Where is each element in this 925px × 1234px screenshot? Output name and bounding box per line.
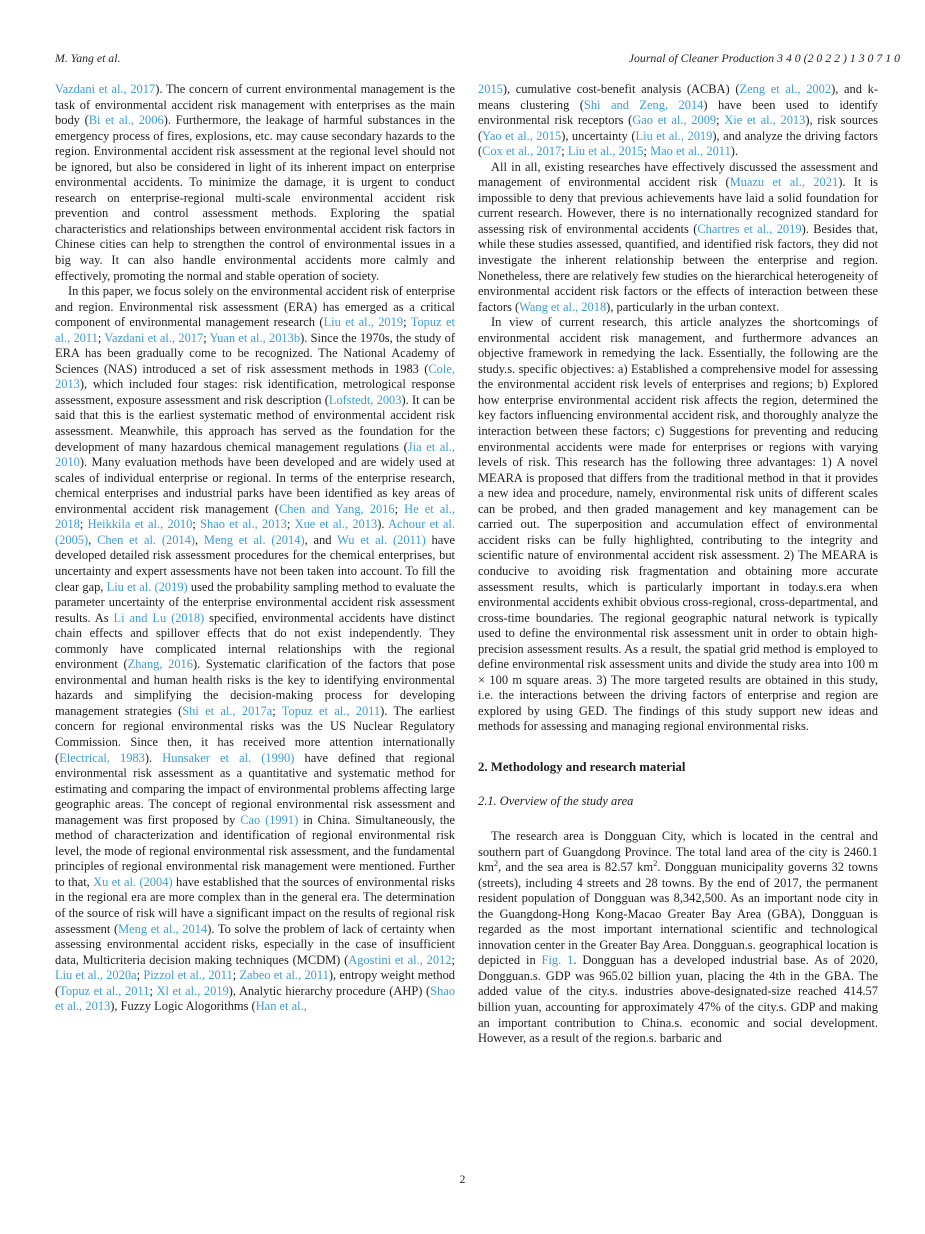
citation-link[interactable]: Vazdani et al., 2017 [55, 82, 156, 96]
citation-link[interactable]: Pizzol et al., 2011 [143, 968, 233, 983]
section-heading: 2. Methodology and research material [478, 759, 686, 774]
citation-link[interactable]: Shi and Zeng, 2014 [583, 97, 704, 112]
citation-link[interactable]: Agostini et al., 2012 [348, 952, 452, 967]
page-footer [0, 1174, 925, 1186]
left-column [55, 82, 455, 1047]
page-number: 2 [459, 1174, 466, 1186]
paragraph: Vazdani et al., 2017). The concern of current environmental management is the task of environmental accident risk management with enterprises as the main body (Bi et al., 2006). Furthermore, the leakage of harmful substances in the emergency process of fires, explosions, etc. may cause secondary hazards to the region. Environmental accident risk assessment at the regional level should not be ignored, but also be considered in light of its inherent impact on enterprise environmental accidents. To minimize the damage, it is urgent to conduct research on enterprise-regional multi-scale environmental accident risk prevention and control assessment methods. Exploring the spatial characteristics and relationships between environmental accident risk factors in Chinese cities can help to strengthen the control of environmental issues in a big way. It can also handle environmental accidents more calmly and effectively, promoting the normal and stable operation of society. [55, 82, 456, 283]
paragraph: All in all, existing researches have effectively discussed the assessment and management of environmental accident risk (Muazu et al., 2021). It is impossible to deny that previous achievements have laid a solid foundation for current research. However, there is no internationally recognized standard for assessing risk of environmental accidents (Chartres et al., 2019). Besides that, while these studies assessed, quantified, and identified risk factors, they did not investigate the inherent relationship between the enterprise and region. Nonetheless, there are relatively few studies on the hierarchical heterogeneity of environmental accident risk factors or the effects of interaction between these factors (Wang et al., 2018), particularly in the urban context. [478, 159, 879, 314]
citation-link[interactable]: Liu et al. (2019) [106, 579, 188, 594]
citation-link[interactable]: Li and Lu (2018) [113, 610, 205, 625]
citation-link[interactable]: Han et al., [255, 999, 307, 1014]
citation-link[interactable]: Liu et al., 2015 [567, 144, 644, 159]
citation-link[interactable]: Shao et al., 2013 [55, 983, 456, 1014]
citation-link[interactable]: Lofstedt, 2003 [328, 392, 402, 407]
superscript: 2 [493, 857, 499, 868]
citation-link[interactable]: 2015 [478, 82, 503, 96]
citation-link[interactable]: Heikkila et al., 2010 [87, 517, 193, 532]
citation-link[interactable]: Topuz et al., 2011 [281, 703, 381, 718]
paragraph: In view of current research, this article analyzes the shortcomings of environmental accident risk management, and furthermore advances an objective framework in remedying the lack. Essentially, the following are the study.s. specific objectives: a) Established a comprehensive model for assessing the environmental accident risk levels of enterprises and regions; b) Explored how enterprise environmental accident risk affects the region, determined the key factors influencing environmental accident risk, and thoroughly analyze the interaction between these factors; c) Suggestions for preventing and reducing environmental accidents were made for enterprises or regions with varying levels of risk. This research has the following three advantages: 1) A novel MEARA is proposed that differs from the traditional method in that it provides a new idea and procedure, namely, environmental risk units of different scales can be probed, and then graded management and key management can be carried out. The superposition and accumulation effect of environmental accident risks can be fully highlighted, contributing to the integrity and scientific nature of environmental accident risk assessment. 2) The MEARA is conducive to avoiding risk fragmentation and obtaining more accurate assessment results, which is particularly important in today.s.era when environmental accidents exhibit obvious cross-regional, cross-departmental, and cross-time boundaries. The regional geographic natural network is typically used to define the environmental risk assessment unit in order to obtain high-precision assessment results. As a result, the spatial grid method is employed to define environmental risk assessment units and divide the study area into 100 m × 100 m square areas. 3) The more targeted results are obtained in this study, i.e. the interactions between the driving factors of enterprise and region are explored by using GED. The findings of this study support new ideas and methods for assessing and managing regional environmental risks. [478, 315, 878, 734]
citation-link[interactable]: Liu et al., 2019 [323, 315, 404, 330]
citation-link[interactable]: Cox et al., 2017 [482, 144, 562, 159]
citation-link[interactable]: Cao (1991) [240, 812, 299, 827]
running-author: M. Yang et al. [55, 51, 121, 65]
citation-link[interactable]: Zabeo et al., 2011 [239, 968, 329, 983]
citation-link[interactable]: Bi et al., 2006 [88, 113, 164, 128]
page-header [55, 51, 900, 66]
citation-link[interactable]: Zhang, 2016 [127, 657, 193, 672]
citation-link[interactable]: Hunsaker et al. (1990) [162, 750, 295, 765]
citation-link[interactable]: Yao et al., 2015 [482, 128, 562, 143]
citation-link[interactable]: Cole, 2013 [55, 361, 455, 392]
citation-link[interactable]: Xu et al. (2004) [93, 874, 173, 889]
citation-link[interactable]: Chen et al. (2014) [97, 532, 195, 547]
citation-link[interactable]: Shi et al., 2017a [182, 703, 273, 718]
article-body [55, 82, 878, 1047]
running-journal-title: Journal of Cleaner Production 3 4 0 (2 0 2 2 ) 1 3 0 7 1 0 [628, 51, 900, 65]
citation-link[interactable]: Jia et al., 2010 [55, 439, 455, 470]
citation-link[interactable]: He et al., 2018 [55, 501, 455, 532]
citation-link[interactable]: Xue et al., 2013 [294, 517, 378, 532]
citation-link[interactable]: Meng et al., 2014 [118, 921, 208, 936]
citation-link[interactable]: Gao et al., 2009 [632, 113, 717, 128]
citation-link[interactable]: Xl et al., 2019 [156, 983, 229, 998]
citation-link[interactable]: Topuz et al., 2011 [55, 315, 455, 345]
subsection-heading: 2.1. Overview of the study area [478, 794, 634, 809]
superscript: 2 [653, 857, 658, 868]
paragraph: In this paper, we focus solely on the environmental accident risk of enterprise and region. Environmental risk assessment (ERA) has emerged as a critical component of environmental management research (Liu et al., 2019; Topuz et al., 2011; Vazdani et al., 2017; Yuan et al., 2013b). Since the 1970s, the study of ERA has been gradually come to be recognized. The National Academy of Sciences (NAS) introduced a set of risk assessment methods in 1983 (Cole, 2013), which included four stages: risk identification, metrological response assessment, exposure assessment and risk description (Lofstedt, 2003). It can be said that this is the earliest systematic method of environmental accident risk assessment. Meanwhile, this approach has served as the foundation for the development of many hazardous chemical management regulations (Jia et al., 2010). Many evaluation methods have been developed and are widely used at scales of individual enterprise or regional. In terms of the enterprise research, chemical enterprises and industrial parks have been identified as key areas of environmental accident risk management (Chen and Yang, 2016; He et al., 2018; Heikkila et al., 2010; Shao et al., 2013; Xue et al., 2013). Achour et al. (2005), Chen et al. (2014), Meng et al. (2014), and Wu et al. (2011) have developed detailed risk assessment procedures for the chemical enterprises, but uncertainty and expert assessments have not been taken into account. To fill the clear gap, Liu et al. (2019) used the probability sampling method to evaluate the parameter uncertainty of the enterprise environmental accident risk assessment results. As Li and Lu (2018) specified, environmental accidents have distinct chain effects and spillover effects that do not exist independently. They commonly have complicated internal relationships with the regional environment (Zhang, 2016). Systematic clarification of the factors that pose environmental and human health risks is the key to identifying environmental hazards and simplifying the decision-making process for developing management strategies (Shi et al., 2017a; Topuz et al., 2011). The earliest concern for regional environmental risks was the US Nuclear Regulatory Commission. Since then, it has received more attention internationally (Electrical, 1983). Hunsaker et al. (1990) have defined that regional environmental risk assessment as a quantitative and systematic method for estimating and comparing the impact of environmental problems affecting large geographic areas. The concept of regional environmental risk assessment and management was first proposed by Cao (1991) in China. Simultaneously, the method of characterization and identification of regional environmental risk level, the mode of regional environmental risk assessment, and the fundamental principles of regional environmental risk management were mentioned. Further to that, Xu et al. (2004) have established that the sources of environmental risks in the regional era are more complex than in the general era. The determination of the source of risk will have a significant impact on the results of regional risk assessment (Meng et al., 2014). To solve the problem of lack of certainty when assessing environmental accident risks, especially in the case of insufficient data, Multicriteria decision making techniques (MCDM) (Agostini et al., 2012; Liu et al., 2020a; Pizzol et al., 2011; Zabeo et al., 2011), entropy weight method (Topuz et al., 2011; Xl et al., 2019), Analytic hierarchy procedure (AHP) (Shao et al., 2013), Fuzzy Logic Alogorithms (Han et al., [55, 284, 456, 1014]
paragraph: The research area is Dongguan City, which is located in the central and southern part of Guangdong Province. The total land area of the city is 2460.1 $km^2$, and the sea area is 82.57 $km^2$. Dongguan municipality governs 32 towns (streets), including 4 streets and 28 towns. By the end of 2017, the permanent resident population of Dongguan was 8,342,500. As an important node city in the Guangdong-Hong Kong-Macao Greater Bay Area (GBA), Dongguan is regarded as the most important international scientific and technological innovation center in the Greater Bay Area. Dongguan.s. geographical location is depicted in Fig. 1. Dongguan has a developed industrial base. As of 2020, Dongguan.s. GDP was 965.02 billion yuan, placing the 4th in the GBA. The added value of the city.s. industries above-designated-size reached 414.57 billion yuan, accounting for approximately 47% of the city.s. GDP and making an important contribution to China.s. economic and social development. However, as a result of the region.s. barbaric and [478, 828, 878, 1046]
citation-link[interactable]: Meng et al. (2014) [203, 532, 305, 547]
citation-link[interactable]: Chen and Yang, 2016 [278, 501, 395, 516]
citation-link[interactable]: Mao et al., 2011 [650, 144, 731, 159]
citation-link[interactable]: Wang et al., 2018 [519, 299, 607, 314]
citation-link[interactable]: Chartres et al., 2019 [697, 221, 802, 236]
citation-link[interactable]: Muazu et al., 2021 [729, 175, 839, 190]
citation-link[interactable]: Shao et al., 2013 [200, 517, 287, 532]
figure-link[interactable]: Fig. 1 [541, 953, 574, 968]
citation-link[interactable]: Wu et al. (2011) [337, 532, 426, 547]
citation-link[interactable]: Zeng et al., 2002 [739, 82, 832, 96]
citation-link[interactable]: Liu et al., 2019 [635, 128, 713, 143]
citation-link[interactable]: Yuan et al., 2013b [209, 330, 301, 345]
citation-link[interactable]: Topuz et al., 2011 [59, 983, 150, 998]
citation-link[interactable]: Achour et al. (2005) [55, 517, 455, 547]
citation-link[interactable]: Liu et al., 2020a [55, 968, 137, 983]
citation-link[interactable]: Xie et al., 2013 [724, 113, 806, 128]
citation-link[interactable]: Vazdani et al., 2017 [104, 330, 204, 345]
paragraph: 2015), cumulative cost-benefit analysis (ACBA) (Zeng et al., 2002), and k-means clustering (Shi and Zeng, 2014) have been used to identify environmental risk receptors (Gao et al., 2009; Xie et al., 2013), risk sources (Yao et al., 2015), uncertainty (Liu et al., 2019), and analyze the driving factors (Cox et al., 2017; Liu et al., 2015; Mao et al., 2011). [478, 82, 878, 159]
citation-link[interactable]: Electrical, 1983 [59, 750, 145, 765]
right-column [478, 82, 878, 1047]
